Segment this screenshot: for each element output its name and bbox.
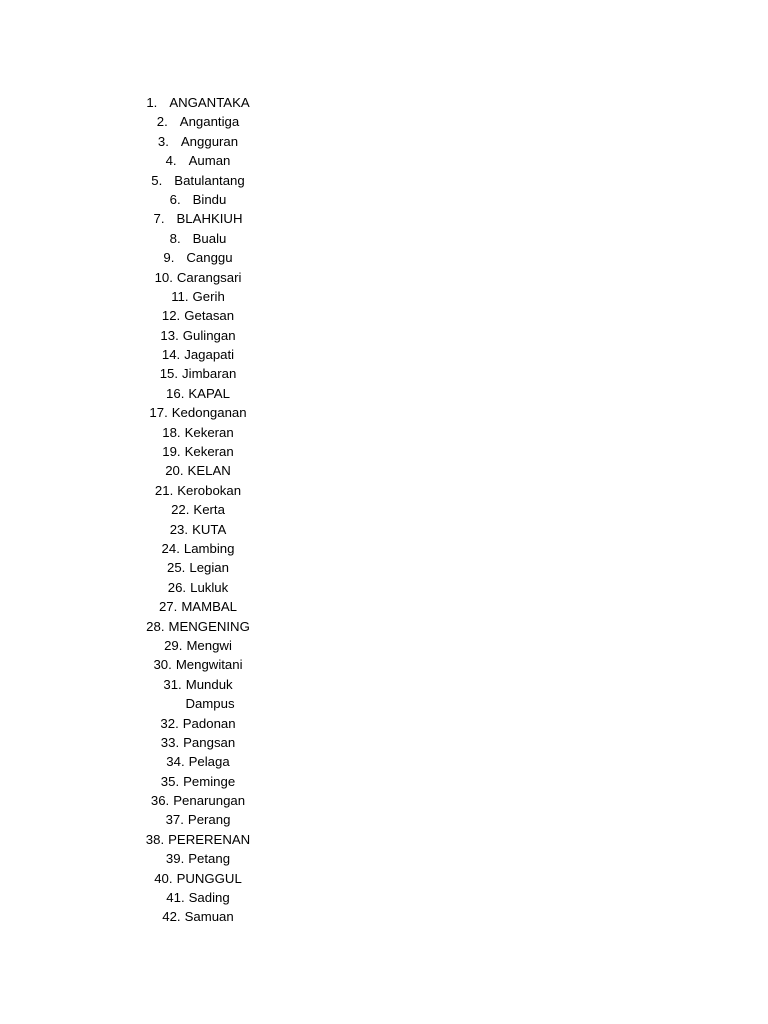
list-item-number: 12.: [161, 308, 181, 324]
list-item: [0, 597, 396, 616]
list-item-number: 22.: [171, 502, 190, 518]
list-item: [0, 345, 396, 364]
list-item-name: Mengwitani: [175, 657, 243, 673]
list-item-number: 28.: [146, 618, 165, 634]
list-item-name: Sading: [188, 890, 230, 906]
list-item: [0, 112, 396, 131]
list-item-number: 3.: [157, 133, 169, 149]
list-item-name: Samuan: [184, 909, 234, 925]
list-item: [0, 772, 396, 791]
numbered-list: [0, 93, 396, 927]
list-item: [0, 578, 396, 597]
list-item-number: 2.: [156, 114, 168, 130]
list-item: [0, 733, 396, 752]
list-item-number: 20.: [165, 463, 184, 479]
list-item-name: KELAN: [187, 463, 231, 479]
list-item-name: Kerobokan: [177, 482, 242, 498]
list-item-number: 11.: [171, 288, 189, 304]
list-item-number: 25.: [167, 560, 186, 576]
list-item-name: Bindu: [192, 191, 227, 207]
list-item-number: 8.: [169, 230, 181, 246]
list-item-number: 4.: [165, 153, 177, 169]
list-item-name: Lukluk: [190, 579, 229, 595]
list-item: [0, 752, 396, 771]
list-item-name: Petang: [188, 851, 231, 867]
list-item-number: 39.: [165, 851, 185, 867]
list-item: [0, 869, 396, 888]
list-item-number: 7.: [153, 211, 165, 227]
list-item: [0, 306, 396, 325]
list-item-number: 26.: [167, 579, 187, 595]
list-item-name: KUTA: [192, 521, 227, 537]
list-item-name: Kerta: [193, 502, 225, 518]
list-item-name: Legian: [189, 560, 229, 576]
list-item: [0, 209, 396, 228]
list-item-name: Kekeran: [184, 424, 234, 440]
list-item-number: 29.: [164, 637, 183, 653]
list-item: [0, 93, 396, 112]
list-item: [0, 520, 396, 539]
list-item-number: 36.: [150, 793, 170, 809]
list-item-number: 23.: [169, 521, 189, 537]
list-item-name: Batulantang: [174, 172, 245, 188]
list-item-name: Canggu: [186, 250, 233, 266]
list-item-number: 42.: [162, 909, 181, 925]
list-item-name: Jimbaran: [182, 366, 237, 382]
list-item-name: Bualu: [192, 230, 227, 246]
list-item-number: 41.: [166, 890, 185, 906]
list-item-name: KAPAL: [188, 385, 230, 401]
list-item: [0, 714, 396, 733]
list-item: [0, 558, 396, 577]
list-item: [0, 675, 396, 694]
list-item: [0, 810, 396, 829]
list-item-number: 19.: [162, 444, 181, 460]
list-item: [0, 461, 396, 480]
list-item-name: Carangsari: [176, 269, 242, 285]
list-item-name: MENGENING: [168, 618, 250, 634]
list-item: [0, 655, 396, 674]
list-item-number: 1.: [146, 95, 158, 110]
list-item: [0, 791, 396, 810]
list-item-number: 38.: [145, 831, 165, 847]
list-item-number: 32.: [160, 715, 179, 731]
list-item-number: 40.: [154, 870, 173, 886]
list-item: [0, 617, 396, 636]
list-item: [0, 539, 396, 558]
list-item: [0, 888, 396, 907]
list-item-name: Padonan: [182, 715, 236, 731]
list-item: [0, 132, 396, 151]
list-item-number: 6.: [169, 191, 181, 207]
list-item: [0, 423, 396, 442]
list-item-name: Auman: [188, 153, 231, 169]
list-item-name: Kekeran: [184, 444, 234, 460]
list-item: [0, 248, 396, 267]
list-item: [0, 907, 396, 926]
list-item-name: Pangsan: [183, 734, 236, 750]
list-item-number: 10.: [154, 269, 173, 285]
list-item: [0, 364, 396, 383]
list-item-number: 5.: [151, 172, 163, 188]
list-item: [0, 151, 396, 170]
list-item-number: 37.: [165, 812, 184, 828]
list-item: [0, 171, 396, 190]
list-item: [0, 190, 396, 209]
list-item-name: Penarungan: [173, 793, 246, 809]
list-item-number: 17.: [149, 405, 168, 421]
list-item-name: Pelaga: [188, 754, 230, 770]
list-item: [0, 268, 396, 287]
list-item-number: 16.: [166, 385, 185, 401]
list-item-name: Jagapati: [184, 347, 235, 363]
list-item-number: 24.: [161, 540, 180, 556]
list-item-number: 34.: [166, 754, 185, 770]
list-item-name: Peminge: [183, 773, 236, 789]
list-item-name: Perang: [187, 812, 231, 828]
list-item-name: PUNGGUL: [176, 870, 242, 886]
list-item-name: MAMBAL: [181, 599, 238, 615]
list-item-number: 31.: [163, 676, 182, 692]
list-item-name: Angguran: [180, 133, 239, 149]
list-item-name: Munduk: [185, 676, 233, 692]
list-item-name: Kedonganan: [171, 405, 247, 421]
list-item: [0, 229, 396, 248]
list-item-name: PERERENAN: [168, 831, 251, 847]
list-item: [0, 500, 396, 519]
list-item-number: 13.: [160, 327, 179, 343]
list-item-name: Gerih: [192, 288, 225, 304]
list-item-name: BLAHKIUH: [176, 211, 243, 227]
list-item-name: ANGANTAKA: [169, 95, 250, 110]
list-item-continuation: Dampus: [185, 696, 235, 712]
list-item-number: 15.: [159, 366, 179, 382]
list-item-number: 33.: [160, 734, 180, 750]
list-item: [0, 830, 396, 849]
list-item: [0, 636, 396, 655]
list-item: [0, 849, 396, 868]
list-item-name: Lambing: [183, 540, 235, 556]
list-item-number: 14.: [161, 347, 181, 363]
list-item-number: 27.: [158, 599, 178, 615]
list-item-number: 18.: [162, 424, 181, 440]
list-item: [0, 326, 396, 345]
list-item: [0, 287, 396, 306]
list-item-name: Gulingan: [182, 327, 236, 343]
list-item-number: 21.: [154, 482, 174, 498]
list-item: [0, 442, 396, 461]
list-item-number: 35.: [160, 773, 180, 789]
list-item: [0, 481, 396, 500]
list-item-name: Getasan: [184, 308, 235, 324]
list-item-number: 9.: [163, 250, 175, 266]
list-item-name: Mengwi: [186, 637, 232, 653]
list-item-name: Angantiga: [179, 114, 240, 130]
list-item-number: 30.: [153, 657, 172, 673]
list-item: [0, 384, 396, 403]
list-item: [0, 403, 396, 422]
